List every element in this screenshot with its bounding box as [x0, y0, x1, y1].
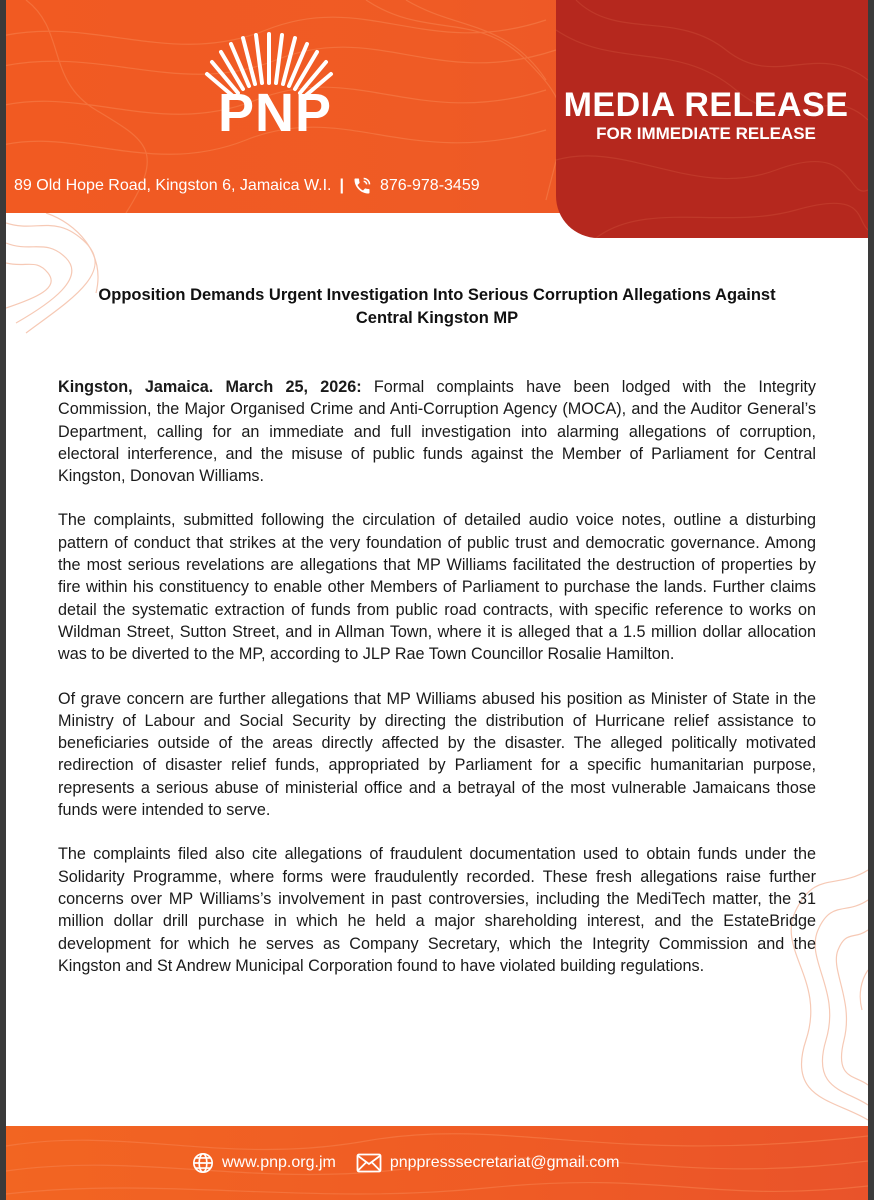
phone-icon: [352, 176, 372, 196]
footer-contacts: [192, 1152, 620, 1174]
paragraph-4: The complaints filed also cite allegations of fraudulent documentation used to obtain funds under the Solidarity Programme, where forms were fraudulently recorded. These fresh allegations raise further concerns over MP Williams’s involvement in past controversies, including the MediTech matter, the 31 million dollar drill purchase in which he held a major shareholding interest, and the EstateBridge development for which he serves as Company Secretary, which the Integrity Commission and the Kingston and St Andrew Municipal Corporation found to have violated building regulations.: [58, 845, 816, 975]
media-release-page: [6, 0, 868, 1200]
website-link[interactable]: www.pnp.org.jm: [222, 1154, 336, 1171]
paragraph-1: [58, 376, 816, 487]
globe-icon: [192, 1152, 214, 1174]
media-release-panel: [556, 0, 868, 238]
contact-line: [14, 176, 480, 196]
pnp-logo-text: PNP: [217, 83, 333, 143]
paragraph-1-text: Formal complaints have been lodged with the Integrity Commission, the Major Organised Crime and Anti-Corruption Agency (MOCA), and the Auditor General’s Department, calling for an immediate and full investigation into alarming allegations of corruption, electoral interference, and the misuse of public funds against the Member of Parliament for Central Kingston, Donovan Williams.: [58, 378, 817, 486]
address-text: 89 Old Hope Road, Kingston 6, Jamaica W.I.: [14, 177, 332, 194]
headline-line-2: Central Kingston MP: [355, 309, 519, 327]
media-release-title: MEDIA RELEASE: [563, 86, 849, 124]
mail-icon: [356, 1153, 382, 1173]
media-release-subtitle: FOR IMMEDIATE RELEASE: [596, 124, 816, 143]
paragraph-2: The complaints, submitted following the circulation of detailed audio voice notes, outline a disturbing pattern of conduct that strikes at the very foundation of public trust and democratic governance. Among the most serious revelations are allegations that MP Williams facilitated the destruction of properties by fire within his constituency to enable other Members of Parliament to purchase the lands. Further claims detail the systematic extraction of funds from public road contracts, with specific reference to works on Wildman Street, Sutton Street, and in Allman Town, where it is alleged that a 1.5 million dollar allocation was to be diverted to the MP, according to JLP Rae Town Councillor Rosalie Hamilton.: [58, 511, 816, 664]
footer-band: [6, 1126, 868, 1200]
email-link[interactable]: pnppresssecretariat@gmail.com: [389, 1154, 620, 1171]
paragraph-3: Of grave concern are further allegations that MP Williams abused his position as Minister of State in the Ministry of Labour and Social Security by directing the distribution of Hurricane relief assistance to beneficiaries outside of the areas directly affected by the disaster. The alleged politically motivated redirection of disaster relief funds, appropriated by Parliament for a specific humanitarian purpose, represents a serious abuse of ministerial office and a betrayal of the most vulnerable Jamaicans those funds were intended to serve.: [58, 689, 816, 820]
headline-line-1: Opposition Demands Urgent Investigation Into Serious Corruption Allegations Against: [98, 286, 776, 304]
separator: |: [339, 177, 344, 194]
press-release-headline: [66, 284, 808, 330]
phone-number: 876-978-3459: [379, 177, 480, 194]
press-release-body: [58, 376, 816, 999]
dateline: Kingston, Jamaica. March 25, 2026:: [58, 378, 362, 396]
